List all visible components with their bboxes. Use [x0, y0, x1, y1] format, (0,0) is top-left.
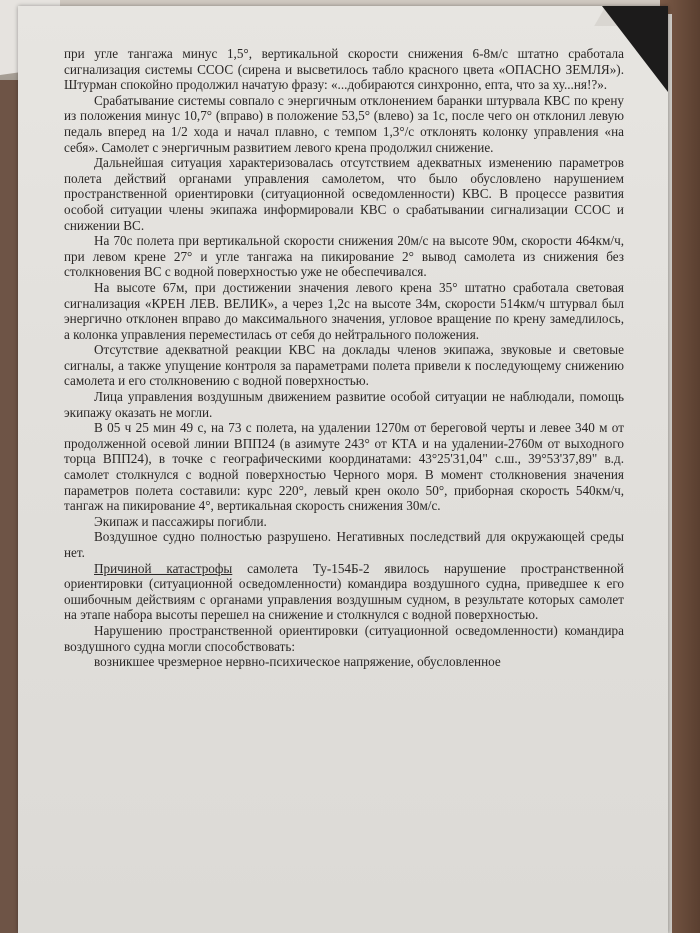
paragraph-10: Воздушное судно полностью разрушено. Негативных последствий для окружающей среды нет. — [64, 529, 624, 560]
paragraph-6: Отсутствие адекватной реакции КВС на доклады членов экипажа, звуковые и световые сигналы, а также упущение контроля за параметрами полета привели к последующему снижению самолета и его столкновению с водной поверхностью. — [64, 342, 624, 389]
cause-text: самолета Ту-154Б-2 явилось нарушение пространственной ориентировки (ситуационной осведомленности) командира воздушного судна, приведшее к его ошибочным действиям с органами управления воздушным судном, в результате которых самолет на этапе набора высоты перешел на снижение и столкнулся с водной поверхностью. — [64, 560, 624, 623]
closing-paragraph-2: возникшее чрезмерное нервно-психическое напряжение, обусловленное — [94, 654, 501, 670]
document-body — [64, 46, 624, 670]
paragraph-3: Дальнейшая ситуация характеризовалась отсутствием адекватных изменению параметров полета действий органами управления самолетом, что было обусловлено нарушением пространственной ориентировки (ситуационной осведомленности) КВС. В процессе развития особой ситуации члены экипажа информировали КВС о срабатывании сигнализации ССОС и снижении ВС. — [64, 155, 624, 233]
document-page — [18, 6, 668, 933]
paragraph-7: Лица управления воздушным движением развитие особой ситуации не наблюдали, помощь экипажу оказать не могли. — [64, 389, 624, 420]
paragraph-1: при угле тангажа минус 1,5°, вертикальной скорости снижения 6-8м/с штатно сработала сигнализация системы ССОС (сирена и высветилось табло красного цвета «ОПАСНО ЗЕМЛЯ»). Штурман спокойно продолжил начатую фразу: «...добираются синхронно, епта, что за ху...ня!?». — [64, 46, 624, 93]
cause-heading: Причиной катастрофы — [94, 560, 233, 576]
paragraph-5: На высоте 67м, при достижении значения левого крена 35° штатно сработала световая сигнализация «КРЕН ЛЕВ. ВЕЛИК», а через 1,2с на высоте 34м, скорости 514км/ч штурвал был энергично отклонен вправо до максимального значения, угловое вращение по крену замедлилось, а колонка управления переместилась от себя до нейтрального положения. — [64, 279, 624, 342]
paragraph-4: На 70с полета при вертикальной скорости снижения 20м/с на высоте 90м, скорости 464км/ч, при левом крене 27° и угле тангажа на пикирование 2° вывод самолета из снижения без столкновения ВС с водной поверхностью уже не обеспечивался. — [64, 233, 624, 280]
cause-paragraph — [64, 561, 624, 623]
paragraph-2: Срабатывание системы совпало с энергичным отклонением баранки штурвала КВС по крену из положения минус 10,7° (вправо) в положение 53,5° (влево) за 1с, после чего он отклонил левую педаль вперед на 1/2 хода и начал плавно, с темпом 1,3°/с отклонять колонку управления «на себя». Самолет с энергичным развитием левого крена продолжил снижение. — [64, 92, 624, 155]
closing-paragraph-1: Нарушению пространственной ориентировки (ситуационной осведомленности) командира воздушного судна могли способствовать: — [64, 622, 624, 654]
paragraph-8: В 05 ч 25 мин 49 с, на 73 с полета, на удалении 1270м от береговой черты и левее 340 м от продолженной осевой линии ВПП24 (в азимуте 243° от КТА и на удалении-2760м от выходного торца ВПП24), в точке с географическими координатами: 43°25'31,04" с.ш., 39°53'37,89" в.д. самолет столкнулся с водной поверхностью Черного моря. В момент столкновения значения параметров полета составили: курс 220°, левый крен около 50°, приборная скорость 540км/ч, тангаж на пикирование 4°, вертикальная скорость снижения 30м/с. — [64, 420, 624, 514]
paragraph-9: Экипаж и пассажиры погибли. — [94, 513, 267, 529]
